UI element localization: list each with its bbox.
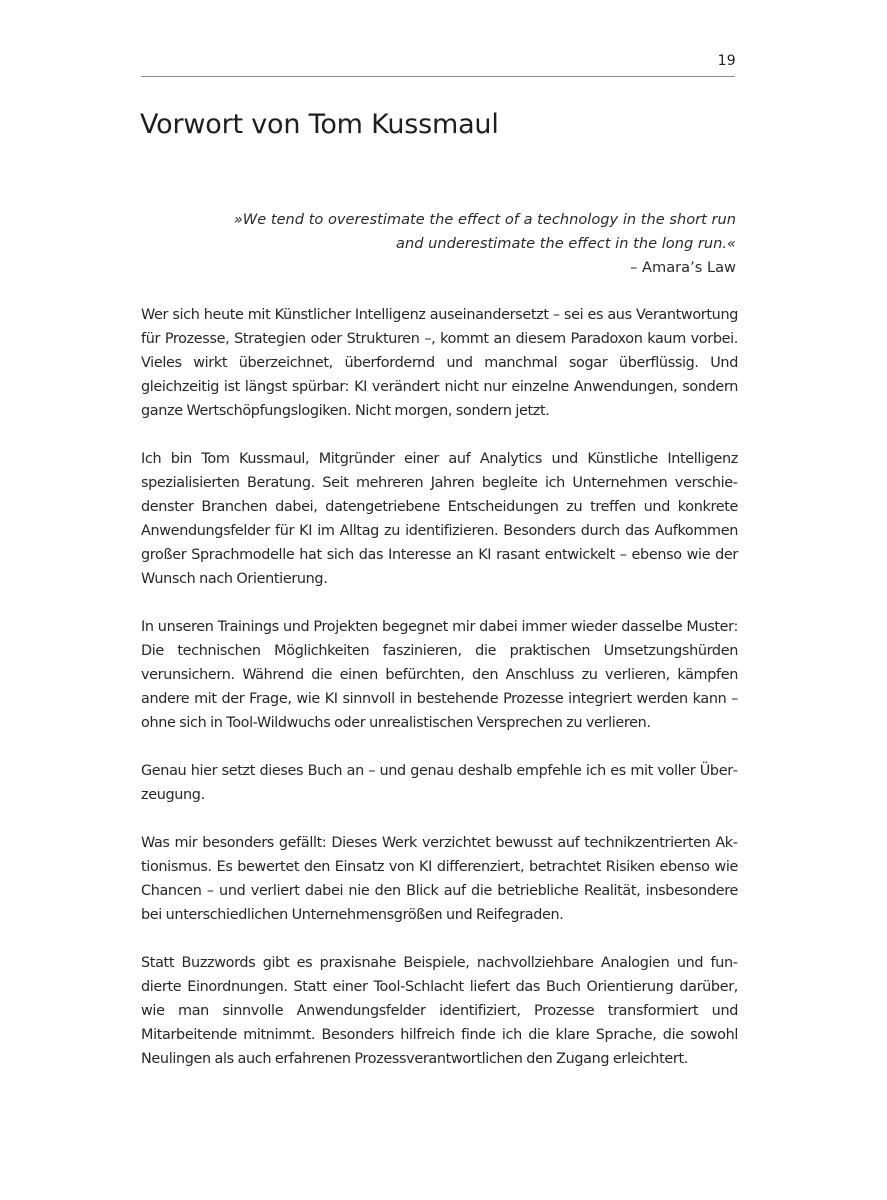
paragraph: Statt Buzzwords gibt es praxisnahe Beispiele, nachvollziehbare Analogien und fundierte Einordnungen. Statt einer Tool-Schlacht liefert das Buch Orientierung darüber, wie man sinnvolle Anwendungsfelder identifiziert, Prozesse transformiert und Mitarbeitende mitnimmt. Besonders hilfreich finde ich die klare Sprache, die sowohl Neulingen als auch erfahrenen Prozessverantwortlichen den Zugang erleichtert. bbox=[141, 955, 738, 1067]
paragraph: Genau hier setzt dieses Buch an – und genau deshalb empfehle ich es mit voller Überzeugung. bbox=[141, 763, 738, 803]
paragraph: Was mir besonders gefällt: Dieses Werk verzichtet bewusst auf technikzentrierten Aktionismus. Es bewertet den Einsatz von KI differenziert, betrachtet Risiken ebenso wie Chancen – und verliert dabei nie den Blick auf die betriebliche Realität, insbesondere bei unterschiedlichen Unternehmensgrößen und Reifegraden. bbox=[141, 835, 738, 923]
body-text bbox=[141, 303, 738, 1095]
header-rule bbox=[141, 76, 735, 77]
paragraph: Ich bin Tom Kussmaul, Mitgründer einer auf Analytics und Künstliche Intelligenz spezialisierten Beratung. Seit mehreren Jahren begleite ich Unternehmen verschiedenster Branchen dabei, datengetriebene Entscheidungen zu treffen und konkrete Anwendungsfelder für KI im Alltag zu identifizieren. Besonders durch das Aufkommen großer Sprachmodelle hat sich das Interesse an KI rasant entwickelt – ebenso wie der Wunsch nach Orientierung. bbox=[141, 451, 738, 587]
epigraph-quote: »We tend to overestimate the effect of a technology in the short run and underestimate the effect in the long run.« bbox=[233, 211, 736, 252]
epigraph-source: – Amara’s Law bbox=[630, 259, 736, 276]
page-number: 19 bbox=[717, 53, 736, 69]
epigraph bbox=[216, 208, 736, 280]
paragraph: Wer sich heute mit Künstlicher Intelligenz auseinandersetzt – sei es aus Verantwortung für Prozesse, Strategien oder Strukturen –, kommt an diesem Paradoxon kaum vorbei. Vieles wirkt überzeichnet, überfordernd und manchmal sogar überflüssig. Und gleichzeitig ist längst spürbar: KI verändert nicht nur einzelne Anwendungen, sondern ganze Wertschöpfungslogiken. Nicht morgen, sondern jetzt. bbox=[141, 307, 738, 419]
paragraph: In unseren Trainings und Projekten begegnet mir dabei immer wieder dasselbe Muster: Die technischen Möglichkeiten faszinieren, die praktischen Umsetzungshürden verunsichern. Während die einen befürchten, den Anschluss zu verlieren, kämpfen andere mit der Frage, wie KI sinnvoll in bestehende Prozesse integriert werden kann – ohne sich in Tool-Wildwuchs oder unrealistischen Versprechen zu verlieren. bbox=[141, 619, 738, 731]
chapter-title: Vorwort von Tom Kussmaul bbox=[140, 109, 499, 140]
